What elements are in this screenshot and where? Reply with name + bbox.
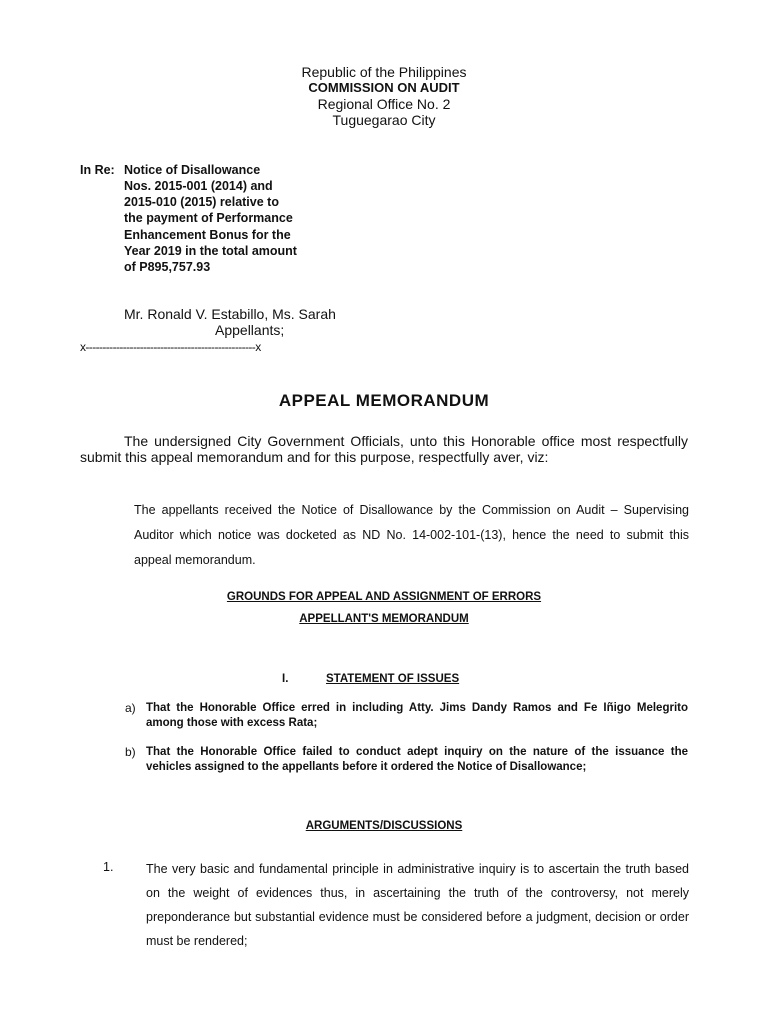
section-numeral: I. [282,673,289,685]
in-re-line: Nos. 2015-001 (2014) and [124,179,273,193]
intro-paragraph: The undersigned City Government Officials, unto this Honorable office most respectfully submit this appeal memorandum and for this purpose, respectfully aver, viz: [80,433,688,465]
issue-label-b: b) [125,745,136,759]
header-city: Tuguegarao City [332,112,436,128]
in-re-line: Year 2019 in the total amount [124,243,297,258]
memorandum-heading: APPELLANT'S MEMORANDUM [299,613,469,625]
header-republic: Republic of the Philippines [301,64,467,80]
document-title: APPEAL MEMORANDUM [278,391,490,410]
in-re-details [124,178,354,275]
caption-separator: x--------------------------------------------------x [80,340,261,354]
in-re-line1: Notice of Disallowance [124,163,261,177]
appellants-role: Appellants; [215,322,285,338]
in-re-label: In Re: [80,163,115,177]
issue-b-text: That the Honorable Office failed to conduct adept inquiry on the nature of the issuance the vehicles assigned to the appellants before it ordered the Notice of Disallowance; [146,746,688,773]
grounds-heading: GROUNDS FOR APPEAL AND ASSIGNMENT OF ERRORS [226,591,542,603]
received-paragraph: The appellants received the Notice of Disallowance by the Commission on Audit – Supervising Auditor which notice was docketed as ND No. 14-002-101-(13), hence the need to submit this appeal memorandum. [134,503,689,567]
header-regional-office: Regional Office No. 2 [317,96,451,112]
in-re-line: Enhancement Bonus for the [124,227,291,242]
in-re-line: 2015-010 (2015) relative to [124,195,279,210]
issue-a-text: That the Honorable Office erred in including Atty. Jims Dandy Ramos and Fe Iñigo Melegrito among those with excess Rata; [146,702,688,729]
header-commission: COMMISSION ON AUDIT [308,80,460,95]
argument-number: 1. [103,860,114,874]
argument-1-text: The very basic and fundamental principle in administrative inquiry is to ascertain the truth based on the weight of evidences thus, in ascertaining the truth of the controversy, not merely preponderance but substantial evidence must be considered before a judgment, decision or order must be rendered; [146,862,689,948]
appellant-names: Mr. Ronald V. Estabillo, Ms. Sarah [124,306,336,322]
statement-of-issues-heading: STATEMENT OF ISSUES [326,673,460,685]
issue-label-a: a) [125,701,136,715]
in-re-line: of P895,757.93 [124,260,211,275]
document-header [0,64,768,128]
arguments-heading: ARGUMENTS/DISCUSSIONS [305,820,463,832]
in-re-line: the payment of Performance [124,211,293,226]
